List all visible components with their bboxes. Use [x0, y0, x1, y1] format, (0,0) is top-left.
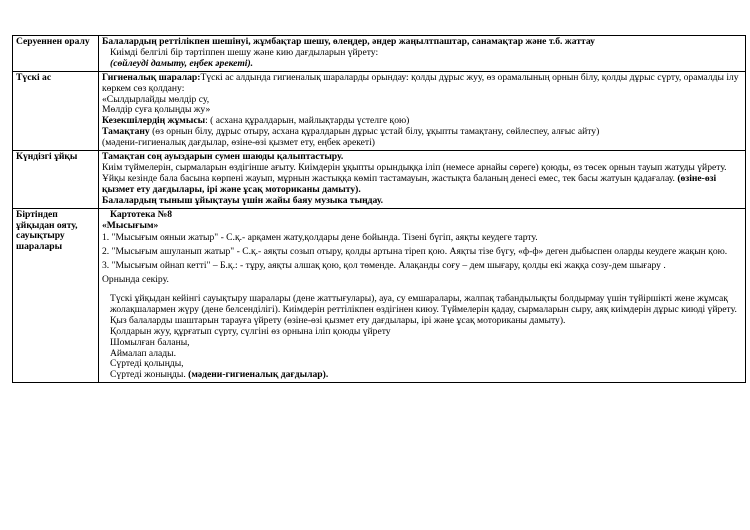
row-content	[99, 71, 746, 150]
rhyme-line: Сүртеді қолыңды,	[110, 358, 184, 370]
content-line: Балалардың реттілікпен шешінуі, жұмбақтар шешу, өлеңдер, әндер жаңылтпаштар, санамақтар және т.б. жаттау	[102, 36, 595, 47]
content-line: Киімді белгілі бір тәртіппен шешу және кию дағдыларын үйрету:	[110, 46, 379, 58]
schedule-table	[12, 35, 746, 383]
rhyme-line: Қолдарын жуу, құрғатып сүрту, сүлгіні өз орнына іліп қоюды үйрету	[110, 325, 391, 337]
exercise-item: 2. "Мысығым ашуланып жатыр" - С.қ.- аяқты созып отыру, қолды артына тіреп қою. Аяқты тізе бүгу, «ф-ф» деген дыбыспен оларды кеудеге жақын қою.	[102, 246, 728, 258]
duty-text: : ( асхана құралдарын, майлықтарды үстелге қою)	[205, 115, 410, 127]
row-content	[99, 151, 746, 209]
exercise-item: 3. "Мысығым ойнап кетті" – Б.қ.: - тұру, аяқты алшақ қою, қол төменде. Алақанды соғу – дем шығару, қолды екі жаққа созу-дем шығару .	[102, 260, 666, 272]
exercise-item: 1. "Мысығым ояныи жатыр" - С.қ.- арқамен жату,қолдары дене бойында. Тізені бүгіп, аяқты кеудеге тарту.	[102, 232, 538, 244]
row-label: Серуеннен оралу	[13, 36, 99, 72]
rhyme-line: Аймалап алады.	[110, 347, 176, 359]
row-label: Күндізгі ұйқы	[13, 151, 99, 209]
table-row	[13, 208, 746, 383]
row-content	[99, 208, 746, 383]
wellness-paragraph: Түскі ұйқыдан кейінгі сауықтыру шаралары (дене жаттығулары), ауа, су емшаралары, жалпақ табандылықты болдырмау үшін түйіршікті жене жұмсақ жолақшалармен жүру (дене белсенділігі). Киімдерін реттілікпен өздігінен киюу. Түймелерін қадау, сырмаларын сыру, аяқ киімдерін дұрыс киюді үйрету. Қыз балаларды шаштарын тарауға үйрету (өзіне-өзі қызмет ету дағдылары, ірі және ұсақ моториканы дамыту).	[110, 293, 737, 326]
row-content	[99, 36, 746, 72]
hygiene-label: Гигиеналық шаралар:	[102, 71, 201, 83]
table-row	[13, 151, 746, 209]
card-number: Картотека №8	[110, 208, 173, 220]
meal-label: Тамақтану	[102, 126, 150, 138]
sleep-text: Киім түймелерін, сырмаларын өздігінше ағыту. Киімдерін ұқыпты орындыққа іліп (немесе арнайы сөреге) қоюды, өз төсек орнын тауып жатуды үйрету. Ұйқы кезінде бала басына көрпені жауып, мұрнын жастыққа көміп тастамауын, жастықта баланың денесі емес, тек басы жатуын қадағалау.	[102, 161, 727, 184]
meal-text: (өз орнын білу, дұрыс отыру, асхана құралдарын дұрыс ұстай білу, ұқыпты тамақтану, сөйлеспеу, алғыс айту)	[149, 126, 600, 138]
table-row	[13, 36, 746, 72]
duty-label: Кезекшілердің жұмысы	[102, 115, 206, 127]
document-page	[12, 35, 739, 383]
poem-line: «Сылдырлайды мөлдір су,	[102, 93, 210, 105]
hygiene-skills: (мәдени-гигиеналық дағдылар).	[188, 369, 329, 381]
content-line: Балалардың тыныш ұйықтауы үшін жайы баяу музыка тыңдау.	[102, 194, 384, 206]
exercise-item: Орнында секіру.	[102, 274, 169, 286]
content-line: Тамақтан соң ауыздарын сумен шаюды қалыптастыру.	[102, 151, 344, 163]
content-line: (сөйлеуді дамыту, еңбек әрекеті).	[110, 57, 254, 69]
rhyme-line: Сүртеді жоныңды.	[110, 369, 189, 381]
hygiene-text: Түскі ас алдында гигиеналық шараларды орындау: қолды дұрыс жуу, өз орамалының орнын білу, қолды дұрыс сүрту, орамалды ілу көркем сөз қолдану:	[102, 71, 739, 94]
sleep-skills: (өзіне-өзі қызмет ету дағдылары, ірі және ұсақ моториканы дамыту).	[102, 172, 717, 195]
table-row	[13, 71, 746, 150]
content-line: (мәдени-гигиеналық дағдылар, өзіне-өзі қызмет ету, еңбек әрекеті)	[102, 137, 375, 149]
card-title: «Мысығым»	[102, 219, 159, 231]
poem-line: Мөлдір суға қолыңды жу»	[102, 104, 211, 116]
rhyme-line: Шомылған баланы,	[110, 336, 190, 348]
row-label: Біртіндеп ұйқыдан ояту, сауықтыру шаралары	[13, 208, 99, 383]
row-label: Түскі ас	[13, 71, 99, 150]
